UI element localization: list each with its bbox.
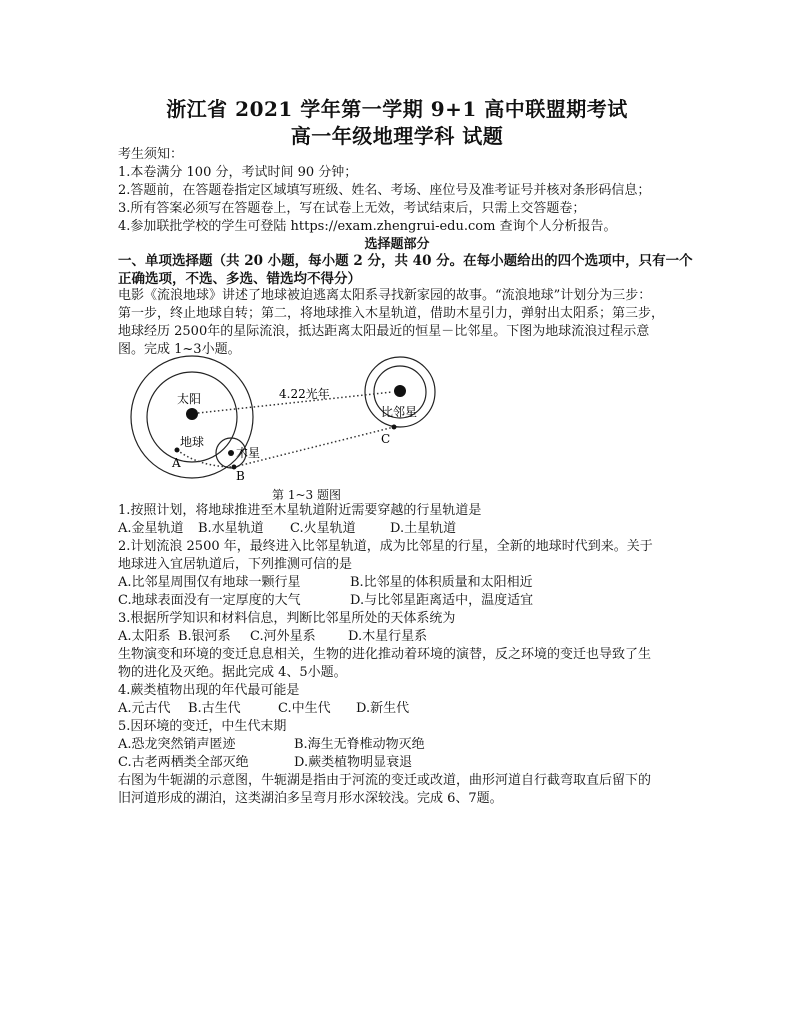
- q2-option-c: C.地球表面没有一定厚度的大气: [118, 593, 301, 608]
- q2-stem-line-1: 2.计划流浪 2500 年，最终进入比邻星轨道，成为比邻星的行星，全新的地球时代到来。关于: [118, 539, 653, 554]
- q4-stem: 4.蕨类植物出现的年代最可能是: [118, 683, 300, 698]
- q1-option-a: A.金星轨道: [118, 521, 184, 536]
- q4-option-c: C.中生代: [278, 701, 331, 716]
- passage-1-line-3: 地球经历 2500年的星际流浪，抵达距离太阳最近的恒星－比邻星。下图为地球流浪过程示意: [118, 324, 650, 339]
- q3-stem: 3.根据所学知识和材料信息，判断比邻星所处的天体系统为: [118, 611, 456, 626]
- passage-2-line-1: 生物演变和环境的变迁息息相关，生物的进化推动着环境的演替，反之环境的变迁也导致了生: [118, 647, 652, 662]
- earth-label: 地球: [180, 435, 205, 449]
- q5-option-d: D.蕨类植物明显衰退: [294, 755, 413, 770]
- sun-label: 太阳: [177, 392, 202, 406]
- notice-item-3: 3.所有答案必须写在答题卷上，写在试卷上无效，考试结束后，只需上交答题卷；: [118, 201, 586, 216]
- q4-option-d: D.新生代: [356, 701, 410, 716]
- passage-2-line-2: 物的进化及灭绝。据此完成 4、5小题。: [118, 665, 347, 680]
- q4-option-b: B.古生代: [188, 701, 241, 716]
- passage-1-line-1: 电影《流浪地球》讲述了地球被迫逃离太阳系寻找新家园的故事。“流浪地球”计划分为三步：: [118, 288, 652, 303]
- point-c-dot: [392, 425, 397, 430]
- q5-option-a: A.恐龙突然销声匿迹: [118, 737, 236, 752]
- passage-1-line-2: 第一步，终止地球自转；第二，将地球推入木星轨道，借助木星引力，弹射出太阳系；第三步，: [118, 306, 665, 321]
- jupiter-dot: [228, 450, 234, 456]
- notice-item-4: 4.参加联批学校的学生可登陆 https://exam.zhengrui-edu.com 查询个人分析报告。: [118, 219, 617, 234]
- distance-label: 4.22光年: [279, 387, 330, 401]
- q5-option-b: B.海生无脊椎动物灭绝: [294, 737, 425, 752]
- q1-stem: 1.按照计划，将地球推进至木星轨道附近需要穿越的行星轨道是: [118, 503, 482, 518]
- passage-3-line-2: 旧河道形成的湖泊，这类湖泊多呈弯月形水深较浅。完成 6、7题。: [118, 791, 503, 806]
- passage-1-line-4: 图。完成 1~3小题。: [118, 342, 241, 357]
- proxima-label: 比邻星: [381, 405, 418, 419]
- q1-option-b: B.水星轨道: [198, 521, 264, 536]
- q5-option-c: C.古老两栖类全部灭绝: [118, 755, 249, 770]
- q3-option-b: B.银河系: [178, 629, 231, 644]
- q2-option-a: A.比邻星周围仅有地球一颗行星: [118, 575, 301, 590]
- q4-option-a: A.元古代: [118, 701, 171, 716]
- notice-item-1: 1.本卷满分 100 分，考试时间 90 分钟；: [118, 165, 358, 180]
- q1-option-d: D.土星轨道: [390, 521, 457, 536]
- q2-option-b: B.比邻星的体积质量和太阳相近: [350, 575, 533, 590]
- point-a-label: A: [172, 456, 181, 470]
- point-c-label: C: [381, 432, 391, 446]
- wandering-path-a-b: [177, 450, 234, 467]
- earth-wandering-diagram: [130, 355, 450, 500]
- q5-stem: 5.因环境的变迁，中生代末期: [118, 719, 287, 734]
- section-heading-line-1: 一、单项选择题（共 20 小题，每小题 2 分，共 40 分。在每小题给出的四个选项中，只有一个: [118, 253, 693, 269]
- section-heading-line-2: 正确选项，不选、多选、错选均不得分）: [118, 271, 361, 287]
- q2-stem-line-2: 地球进入宜居轨道后，下列推测可信的是: [118, 557, 353, 572]
- passage-3-line-1: 右图为牛轭湖的示意图，牛轭湖是指由于河流的变迁或改道，曲形河道自行截弯取直后留下的: [118, 773, 652, 788]
- q3-option-c: C.河外星系: [250, 629, 316, 644]
- point-b-label: B: [236, 469, 245, 483]
- proxima-dot: [394, 385, 406, 397]
- exam-title: 浙江省 2021 学年第一学期 9+1 高中联盟期考试: [166, 97, 628, 121]
- q3-option-d: D.木星行星系: [348, 629, 428, 644]
- exam-subtitle: 高一年级地理学科 试题: [290, 124, 504, 148]
- q3-option-a: A.太阳系: [118, 629, 171, 644]
- jupiter-label: 木星: [236, 446, 261, 460]
- sun-dot: [186, 408, 198, 420]
- notice-item-2: 2.答题前，在答题卷指定区域填写班级、姓名、考场、座位号及准考证号并核对条形码信息；: [118, 183, 651, 198]
- notice-heading: 考生须知：: [118, 147, 184, 162]
- section-name: 选择题部分: [364, 237, 430, 252]
- figure-caption: 第 1~3 题图: [272, 488, 341, 502]
- point-a-dot: [175, 448, 180, 453]
- q1-option-c: C.火星轨道: [290, 521, 356, 536]
- q2-option-d: D.与比邻星距离适中，温度适宜: [350, 593, 534, 608]
